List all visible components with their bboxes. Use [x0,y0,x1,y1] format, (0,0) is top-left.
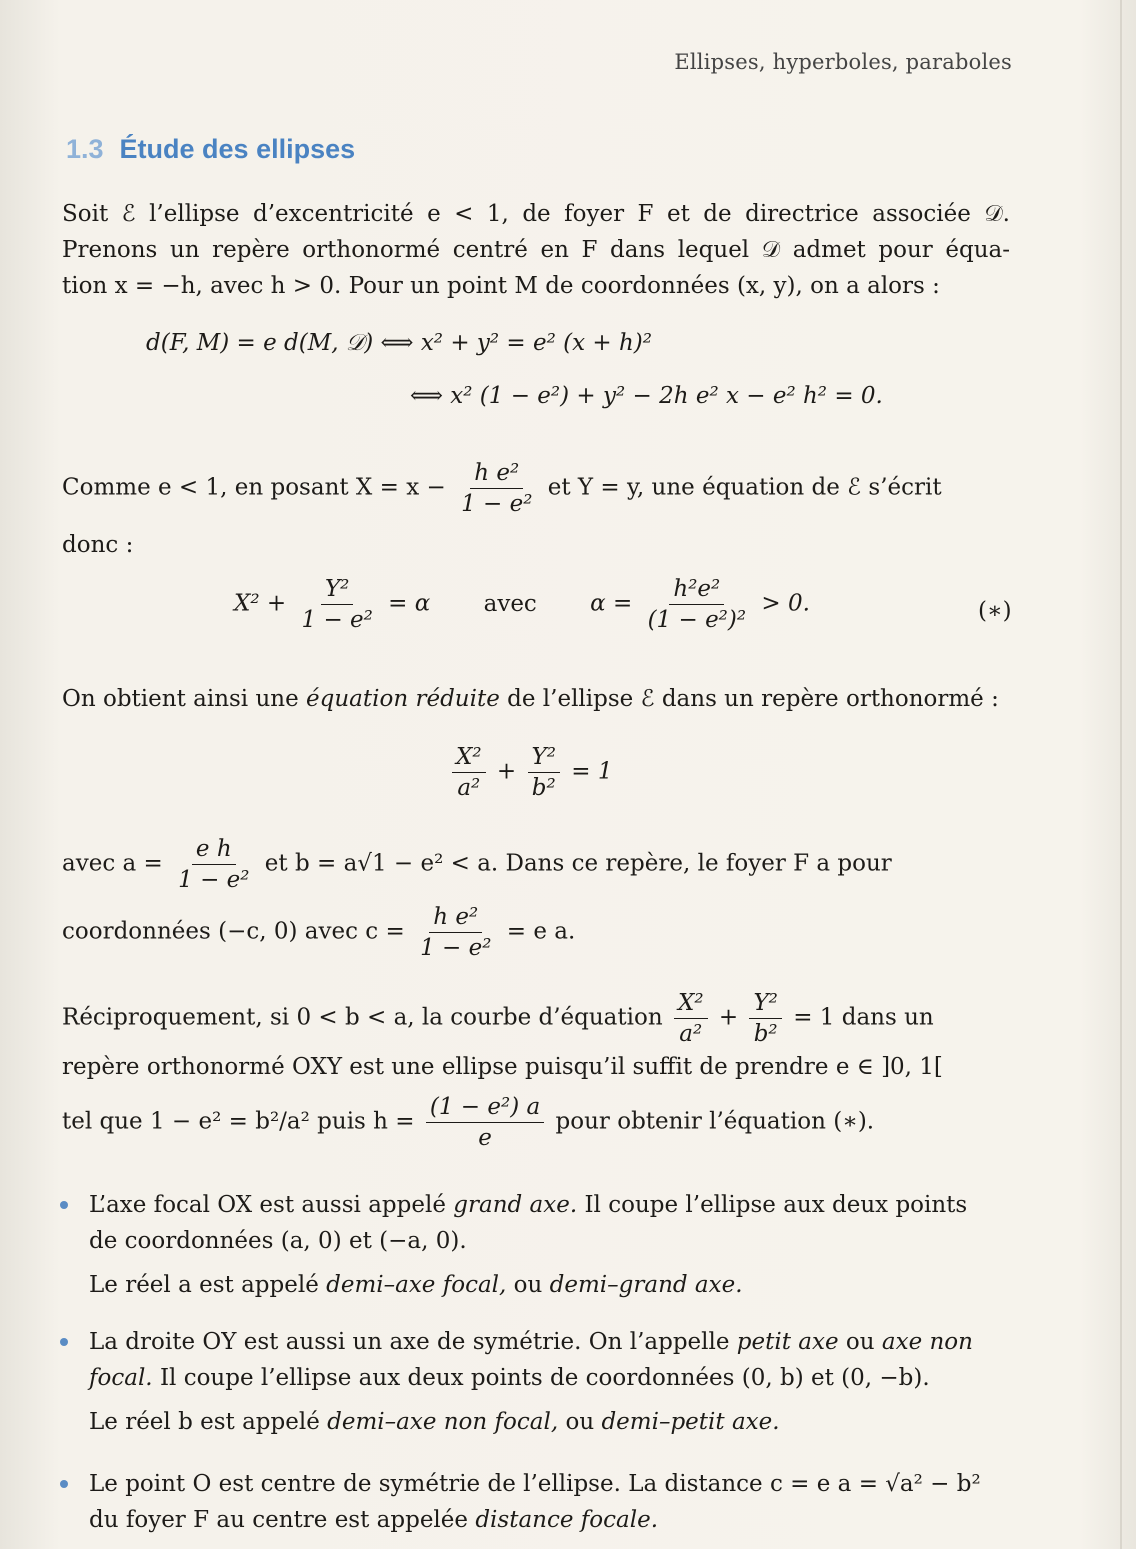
bullet-3-line-1: Le point O est centre de symétrie de l’ellipse. La distance c = e a = √a² − b² [89,1471,981,1497]
fraction-eh [174,836,253,893]
b2-l1a: La droite OY est aussi un axe de symétrie. On l’appelle [89,1329,730,1355]
b2-l3b: ou [565,1409,595,1435]
eq2-alpha: α = [590,590,633,617]
intro-line-2: Prenons un repère orthonormé centré en F dans lequel 𝒟 admet pour équa- [62,237,1010,263]
b1-l1b: Il coupe l’ellipse aux deux points [584,1192,968,1218]
recip-l3b: pour obtenir l’équation (∗). [555,1108,875,1135]
fraction-den: b² [531,775,556,801]
reduced-after: de l’ellipse ℰ dans un repère orthonormé : [507,686,999,712]
eq2-lead: X² + [234,590,287,617]
fraction-num: Y² [528,744,560,773]
avec-a-lead: avec a = [62,850,163,877]
b1-l1em: grand axe. [453,1192,578,1218]
comme-after: et Y = y, une équation de ℰ s’écrit [547,474,942,501]
fraction-den: e [478,1125,492,1151]
fraction-num: (1 − e²) a [426,1094,544,1123]
b2-l3em2: demi–petit axe. [601,1409,780,1435]
fraction-alpha [644,576,751,633]
donc-line: donc : [62,532,134,558]
reduced-before: On obtient ainsi une [62,686,299,712]
fraction-num: h e² [429,904,482,933]
bullet-2-line-1 [89,1324,1009,1360]
reduced-line [62,686,999,712]
fraction-y2b2 [749,990,781,1047]
equation-tag: (∗) [978,598,1012,624]
fraction-den: 1 − e² [461,491,533,517]
recip-l1a: Réciproquement, si 0 < b < a, la courbe d’équation [62,1004,663,1031]
recip-line-2: repère orthonormé OXY est une ellipse puisqu’il suffit de prendre e ∈ ]0, 1[ [62,1054,943,1080]
fraction-den: 1 − e² [420,935,492,961]
coords-lead: coordonnées (−c, 0) avec c = [62,918,405,945]
fraction-y2b2 [528,744,560,801]
equation-3 [448,744,612,801]
b3-l2em: distance focale. [475,1507,659,1533]
eq3-plus: + [496,758,517,785]
recip-l3a: tel que 1 − e² = b²/a² puis h = [62,1108,415,1135]
b1-l3em: demi–axe focal, [326,1272,507,1298]
b2-l2: Il coupe l’ellipse aux deux points de coordonnées (0, b) et (0, −b). [159,1365,930,1391]
section-number: 1.3 [66,134,104,164]
intro-line-1: Soit ℰ l’ellipse d’excentricité e < 1, de foyer F et de directrice associée 𝒟. [62,201,1010,227]
b2-l3em: demi–axe non focal, [327,1409,559,1435]
fraction-num: Y² [749,990,781,1019]
recip-line-1 [62,990,934,1047]
bullet-1-line-1 [89,1187,1009,1223]
b1-l3em2: demi–grand axe. [549,1272,743,1298]
equation-1b: ⟺ x² (1 − e²) + y² − 2h e² x − e² h² = 0. [410,383,883,409]
reduced-em: équation réduite [306,686,500,712]
b2-l1em: petit axe [736,1329,839,1355]
fraction-den: 1 − e² [301,607,373,633]
b2-l2em: focal. [89,1365,153,1391]
eq3-tail: = 1 [571,758,613,785]
fraction-num: X² [674,990,708,1019]
fraction-h [426,1094,544,1151]
fraction-y2 [298,576,377,633]
bullet-2-line-3 [89,1404,1009,1440]
b2-l1b: ou [845,1329,875,1355]
bullet-2-line-2 [89,1360,1009,1396]
fraction-num: h²e² [669,576,724,605]
fraction-he2 [457,460,536,517]
recip-l1b: = 1 dans un [793,1004,934,1031]
fraction-num: e h [192,836,236,865]
b2-l3a: Le réel b est appelé [89,1409,320,1435]
bullet-marker [60,1480,68,1488]
b1-l1a: L’axe focal OX est aussi appelé [89,1192,446,1218]
avec-a-after: et b = a√1 − e² < a. Dans ce repère, le foyer F a pour [264,850,892,877]
fraction-den: a² [457,775,481,801]
bullet-marker [60,1338,68,1346]
avec-a-line [62,836,892,893]
eq2-tail: > 0. [761,590,810,617]
fraction-den: b² [753,1021,778,1047]
fraction-x2a2 [674,990,708,1047]
section-title: Étude des ellipses [119,134,356,164]
bullet-marker [60,1201,68,1209]
comme-line [62,460,942,517]
b1-l3a: Le réel a est appelé [89,1272,319,1298]
b1-l3b: ou [513,1272,543,1298]
intro-line-3: tion x = −h, avec h > 0. Pour un point M de coordonnées (x, y), on a alors : [62,273,940,299]
coords-tail: = e a. [506,918,576,945]
fraction-den: 1 − e² [178,867,250,893]
fraction-den: a² [679,1021,703,1047]
fraction-c [416,904,495,961]
fraction-x2a2 [452,744,486,801]
running-header: Ellipses, hyperboles, paraboles [674,50,1012,74]
b3-l2a: du foyer F au centre est appelée [89,1507,469,1533]
fraction-num: Y² [321,576,353,605]
equation-2 [234,576,810,633]
b2-l1em2: axe non [881,1329,973,1355]
bullet-3-line-2 [89,1502,1009,1538]
recip-plus: + [718,1004,739,1031]
fraction-num: X² [452,744,486,773]
section-heading [66,134,355,165]
bullet-1-line-2: de coordonnées (a, 0) et (−a, 0). [89,1228,467,1254]
coords-line [62,904,575,961]
eq2-mid: = α [388,590,431,617]
comme-before: Comme e < 1, en posant X = x − [62,474,446,501]
fraction-den: (1 − e²)² [647,607,747,633]
eq2-avec: avec [483,590,537,617]
bullet-1-line-3 [89,1267,1009,1303]
page-edge [1120,0,1122,1549]
recip-line-3 [62,1094,874,1151]
equation-1a: d(F, M) = e d(M, 𝒟) ⟺ x² + y² = e² (x + h)² [146,330,653,356]
fraction-num: h e² [470,460,523,489]
